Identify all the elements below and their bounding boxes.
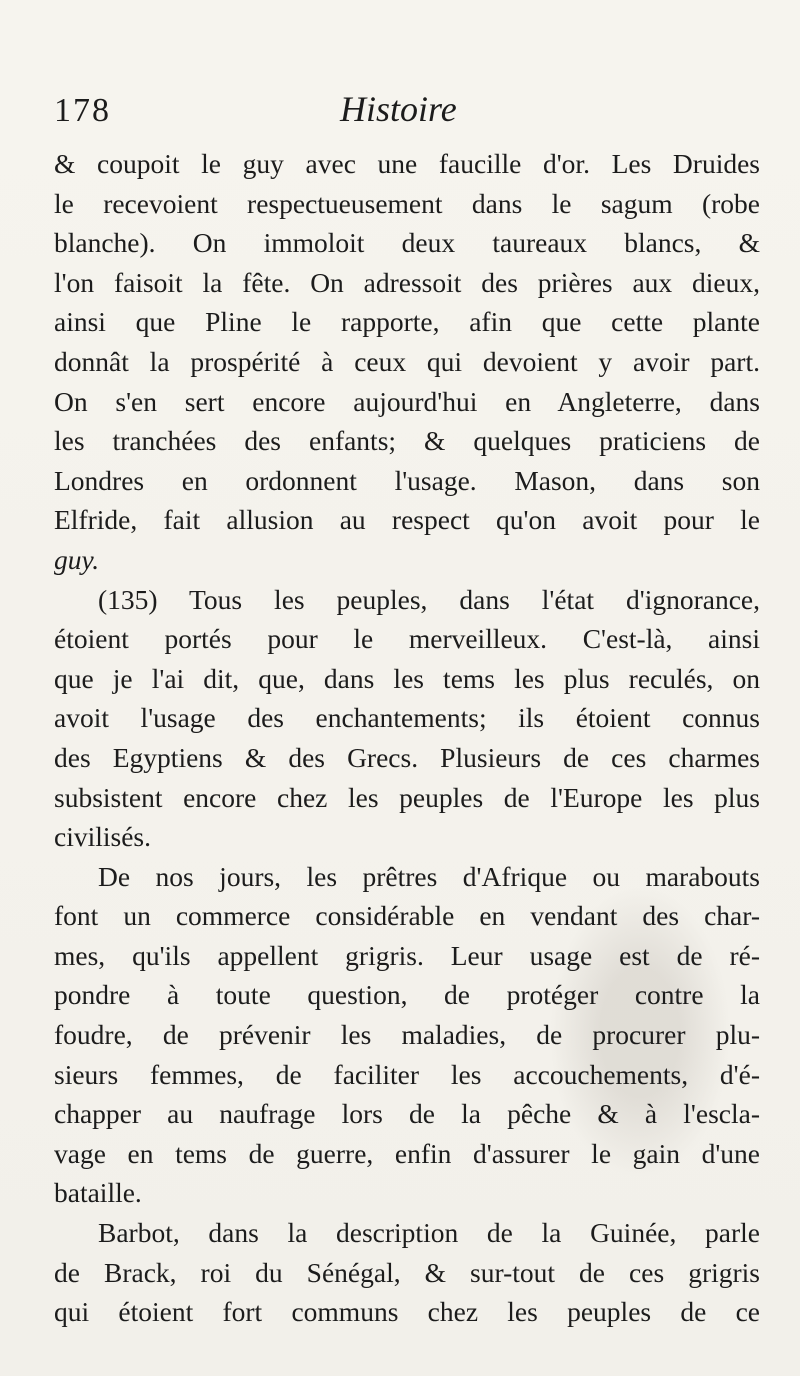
paragraph bbox=[54, 1213, 760, 1332]
text-line: le recevoient respectueusement dans le sagum (robe bbox=[54, 187, 760, 219]
text-line: font un commerce considérable en vendant des char- bbox=[54, 900, 760, 932]
text-line: étoient portés pour le merveilleux. C'est-là, ainsi bbox=[54, 623, 760, 655]
text-line: vage en tems de guerre, enfin d'assurer le gain d'une bbox=[54, 1137, 760, 1169]
text-line: des Egyptiens & des Grecs. Plusieurs de ces charmes bbox=[54, 741, 760, 773]
text-line: ainsi que Pline le rapporte, afin que cette plante bbox=[54, 306, 760, 338]
text-line: foudre, de prévenir les maladies, de procurer plu- bbox=[54, 1019, 760, 1051]
text-line: subsistent encore chez les peuples de l'Europe les plus bbox=[54, 781, 760, 813]
text-line: & coupoit le guy avec une faucille d'or. Les Druides bbox=[54, 148, 760, 179]
text-line: de Brack, roi du Sénégal, & sur-tout de ces grigris bbox=[54, 1256, 760, 1288]
body-text bbox=[54, 144, 760, 1332]
text-line: les tranchées des enfants; & quelques praticiens de bbox=[54, 425, 760, 457]
paragraph bbox=[54, 144, 760, 580]
text-line: qui étoient fort communs chez les peuples de ce bbox=[54, 1296, 760, 1328]
text-line: mes, qu'ils appellent grigris. Leur usage est de ré- bbox=[54, 939, 760, 971]
paragraph bbox=[54, 580, 760, 857]
text-line: sieurs femmes, de faciliter les accouchements, d'é- bbox=[54, 1058, 760, 1090]
text-line: pondre à toute question, de protéger contre la bbox=[54, 979, 760, 1011]
text-line: guy. bbox=[54, 543, 100, 575]
text-line: donnât la prospérité à ceux qui devoient y avoir part. bbox=[54, 345, 760, 377]
text-line: que je l'ai dit, que, dans les tems les plus reculés, on bbox=[54, 662, 760, 694]
running-head bbox=[54, 88, 760, 144]
text-line: Elfride, fait allusion au respect qu'on avoit pour le bbox=[54, 504, 760, 536]
text-line: l'on faisoit la fête. On adressoit des prières aux dieux, bbox=[54, 266, 760, 298]
text-line: Londres en ordonnent l'usage. Mason, dans son bbox=[54, 464, 760, 496]
text-line: On s'en sert encore aujourd'hui en Angleterre, dans bbox=[54, 385, 760, 417]
text-line: blanche). On immoloit deux taureaux blancs, & bbox=[54, 227, 760, 259]
text-line: avoit l'usage des enchantements; ils étoient connus bbox=[54, 702, 760, 734]
paragraph bbox=[54, 857, 760, 1213]
text-line: bataille. bbox=[54, 1177, 142, 1209]
text-line: (135) Tous les peuples, dans l'état d'ignorance, bbox=[98, 583, 760, 615]
text-line: De nos jours, les prêtres d'Afrique ou marabouts bbox=[98, 860, 760, 892]
text-line: Barbot, dans la description de la Guinée, parle bbox=[98, 1217, 760, 1249]
page-number: 178 bbox=[54, 92, 111, 129]
text-line: civilisés. bbox=[54, 821, 152, 853]
running-title: Histoire bbox=[340, 89, 457, 129]
text-line: chapper au naufrage lors de la pêche & à l'escla- bbox=[54, 1098, 760, 1130]
